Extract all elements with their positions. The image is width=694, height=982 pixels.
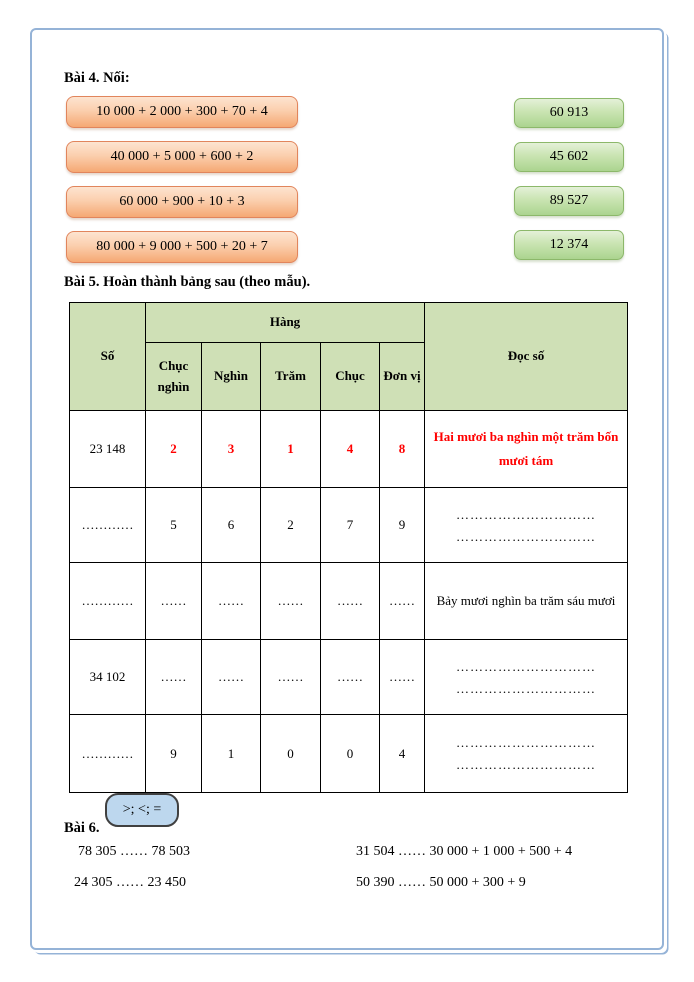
comparison-item: 31 504 …… 30 000 + 1 000 + 500 + 4 [356,844,573,859]
dotted-line: ………………………… [456,735,596,750]
cell-digit: 7 [321,488,380,563]
cell-digit: 3 [202,411,261,488]
expression-box-2: 40 000 + 5 000 + 600 + 2 [66,141,298,173]
cell-doc-so [425,640,628,715]
sub-header-chuc: Chục [321,343,380,411]
comparison-item: 78 305 …… 78 503 [78,844,190,859]
cell-so: 34 102 [70,640,146,715]
cell-doc-so: Bảy mươi nghìn ba trăm sáu mươi [425,563,628,640]
number-box-1: 60 913 [514,98,624,128]
cell-doc-so [425,488,628,563]
cell-digit: 2 [146,411,202,488]
table-row [70,488,628,563]
comparison-item: 24 305 …… 23 450 [74,875,186,890]
bai5-heading: Bài 5. Hoàn thành bảng sau (theo mẫu). [64,274,311,290]
cell-digit: …… [321,563,380,640]
cell-digit: 9 [380,488,425,563]
cell-digit: 1 [202,715,261,793]
number-box-3: 89 527 [514,186,624,216]
cell-digit: …… [202,640,261,715]
comparison-item: 50 390 …… 50 000 + 300 + 9 [356,875,526,890]
sub-header-tram: Trăm [261,343,321,411]
table-row [70,411,628,488]
cell-so: ………… [70,715,146,793]
cell-digit: …… [202,563,261,640]
cell-digit: 4 [321,411,380,488]
cell-digit: …… [380,640,425,715]
bai4-number-column [514,98,624,274]
sub-header-chuc-nghin: Chục nghìn [146,343,202,411]
cell-digit: …… [146,563,202,640]
cell-doc-so [425,715,628,793]
cell-digit: …… [146,640,202,715]
expression-box-4: 80 000 + 9 000 + 500 + 20 + 7 [66,231,298,263]
cell-digit: 0 [321,715,380,793]
cell-digit: 4 [380,715,425,793]
sub-header-don-vi: Đơn vị [380,343,425,411]
cell-digit: …… [261,640,321,715]
cell-so: ………… [70,563,146,640]
cell-doc-so: Hai mươi ba nghìn một trăm bốn mươi tám [425,411,628,488]
bai6-heading: Bài 6. [64,820,100,836]
bai5-table [69,302,628,793]
dotted-line: ………………………… [456,757,596,772]
cell-digit: 5 [146,488,202,563]
cell-so: ………… [70,488,146,563]
cell-digit: …… [261,563,321,640]
comparison-signs-bubble: >; <; = [105,793,179,827]
number-box-2: 45 602 [514,142,624,172]
page-frame [30,28,664,950]
dotted-line: ………………………… [456,506,596,522]
col-header-so: Số [70,303,146,411]
sub-header-nghin: Nghìn [202,343,261,411]
col-header-doc-so: Đọc số [425,303,628,411]
number-box-4: 12 374 [514,230,624,260]
cell-so: 23 148 [70,411,146,488]
cell-digit: 9 [146,715,202,793]
bai4-expression-column [66,96,298,276]
dotted-line: ………………………… [456,658,596,674]
cell-digit: 1 [261,411,321,488]
cell-digit: …… [380,563,425,640]
dotted-line: ………………………… [456,680,596,696]
cell-digit: 2 [261,488,321,563]
cell-digit: …… [321,640,380,715]
table-row [70,563,628,640]
expression-box-3: 60 000 + 900 + 10 + 3 [66,186,298,218]
table-row [70,715,628,793]
cell-digit: 6 [202,488,261,563]
bai4-heading: Bài 4. Nối: [64,70,130,86]
col-header-hang: Hàng [146,303,425,343]
cell-digit: 8 [380,411,425,488]
expression-box-1: 10 000 + 2 000 + 300 + 70 + 4 [66,96,298,128]
dotted-line: ………………………… [456,528,596,544]
cell-digit: 0 [261,715,321,793]
table-row [70,640,628,715]
